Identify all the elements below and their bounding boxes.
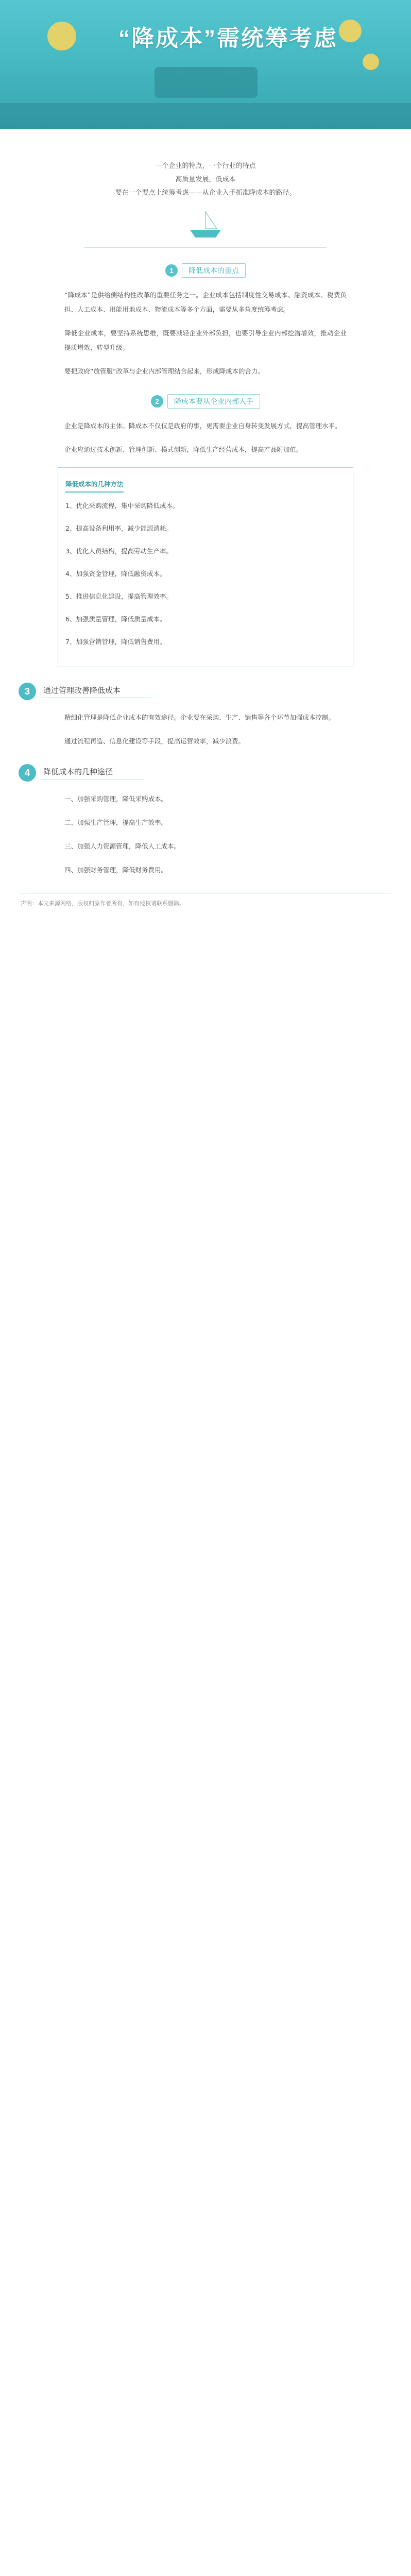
box-item: 7、加强营销管理，降低销售费用。 [65, 638, 166, 646]
box-item: 3、优化人员结构，提高劳动生产率。 [65, 547, 173, 555]
section-number: 2 [151, 395, 163, 408]
section-title: 降低成本的重点 [182, 263, 246, 278]
hero-banner [0, 0, 411, 129]
box-item: 6、加强质量管理，降低质量成本。 [65, 615, 166, 623]
paragraph: 要把政府“放管服”改革与企业内部管理结合起来，形成降成本的合力。 [64, 367, 264, 375]
paragraph: 企业是降成本的主体。降成本不仅仅是政府的事，更需要企业自身转变发展方式，提高管理水平。 [64, 422, 341, 430]
intro [61, 160, 350, 200]
section-title: 降低成本的几种途径 [41, 766, 144, 779]
section-2-body [64, 419, 347, 457]
paragraph: 一、加强采购管理，降低采购成本。 [64, 795, 168, 803]
section-1-head [0, 263, 411, 278]
footer-text: 声明：本文来源网络，版权归原作者所有，如有侵权请联系删除。 [21, 900, 185, 907]
paragraph: 四、加强财务管理，降低财务费用。 [64, 866, 168, 874]
section-2-head [0, 394, 411, 409]
section-3-body [64, 710, 347, 749]
paragraph: 通过流程再造、信息化建设等手段，提高运营效率，减少浪费。 [64, 737, 245, 745]
paragraph: 降低企业成本，要坚持系统思维，既要减轻企业外部负担，也要引导企业内部挖潜增效，推动企业提质增效、转型升级。 [64, 329, 347, 351]
box-item: 5、推进信息化建设，提高管理效率。 [65, 592, 173, 600]
section-title: 降成本要从企业内部入手 [167, 394, 260, 409]
intro-line: 一个企业的特点，一个行业的特点 [155, 162, 256, 170]
box-title: 降低成本的几种方法 [65, 477, 124, 493]
section-number: 3 [19, 683, 36, 700]
divider [84, 247, 327, 248]
section-1-body [64, 288, 347, 379]
section-4-head [19, 764, 411, 782]
section-3-head [19, 683, 411, 700]
section-4-body [64, 792, 347, 877]
box-item: 2、提高设备利用率，减少能源消耗。 [65, 524, 173, 532]
paragraph: “降成本”是供给侧结构性改革的重要任务之一。企业成本包括制度性交易成本、融资成本、税费负担、人工成本、用能用地成本、物流成本等多个方面，需要从多角度统筹考虑。 [64, 291, 347, 313]
ship-icon [185, 209, 226, 240]
section-title: 通过管理改善降低成本 [41, 685, 151, 698]
section-number: 4 [19, 764, 36, 782]
paragraph: 精细化管理是降低企业成本的有效途径。企业要在采购、生产、销售等各个环节加强成本控制。 [64, 714, 335, 721]
paragraph: 二、加强生产管理，提高生产效率。 [64, 819, 168, 826]
methods-box [58, 467, 353, 667]
intro-line: 高质量发展，低成本 [175, 176, 236, 183]
box-item: 4、加强资金管理，降低融资成本。 [65, 570, 166, 578]
hero-title: “降成本”需统筹考虑 [118, 26, 338, 51]
intro-line: 要在一个要点上统筹考虑——从企业入手抓准降成本的路径。 [115, 189, 296, 197]
paragraph: 企业应通过技术创新、管理创新、模式创新，降低生产经营成本，提高产品附加值。 [64, 446, 303, 453]
box-item: 1、优化采购流程，集中采购降低成本。 [65, 502, 179, 510]
paragraph: 三、加强人力资源管理，降低人工成本。 [64, 842, 181, 850]
section-number: 1 [165, 264, 178, 277]
